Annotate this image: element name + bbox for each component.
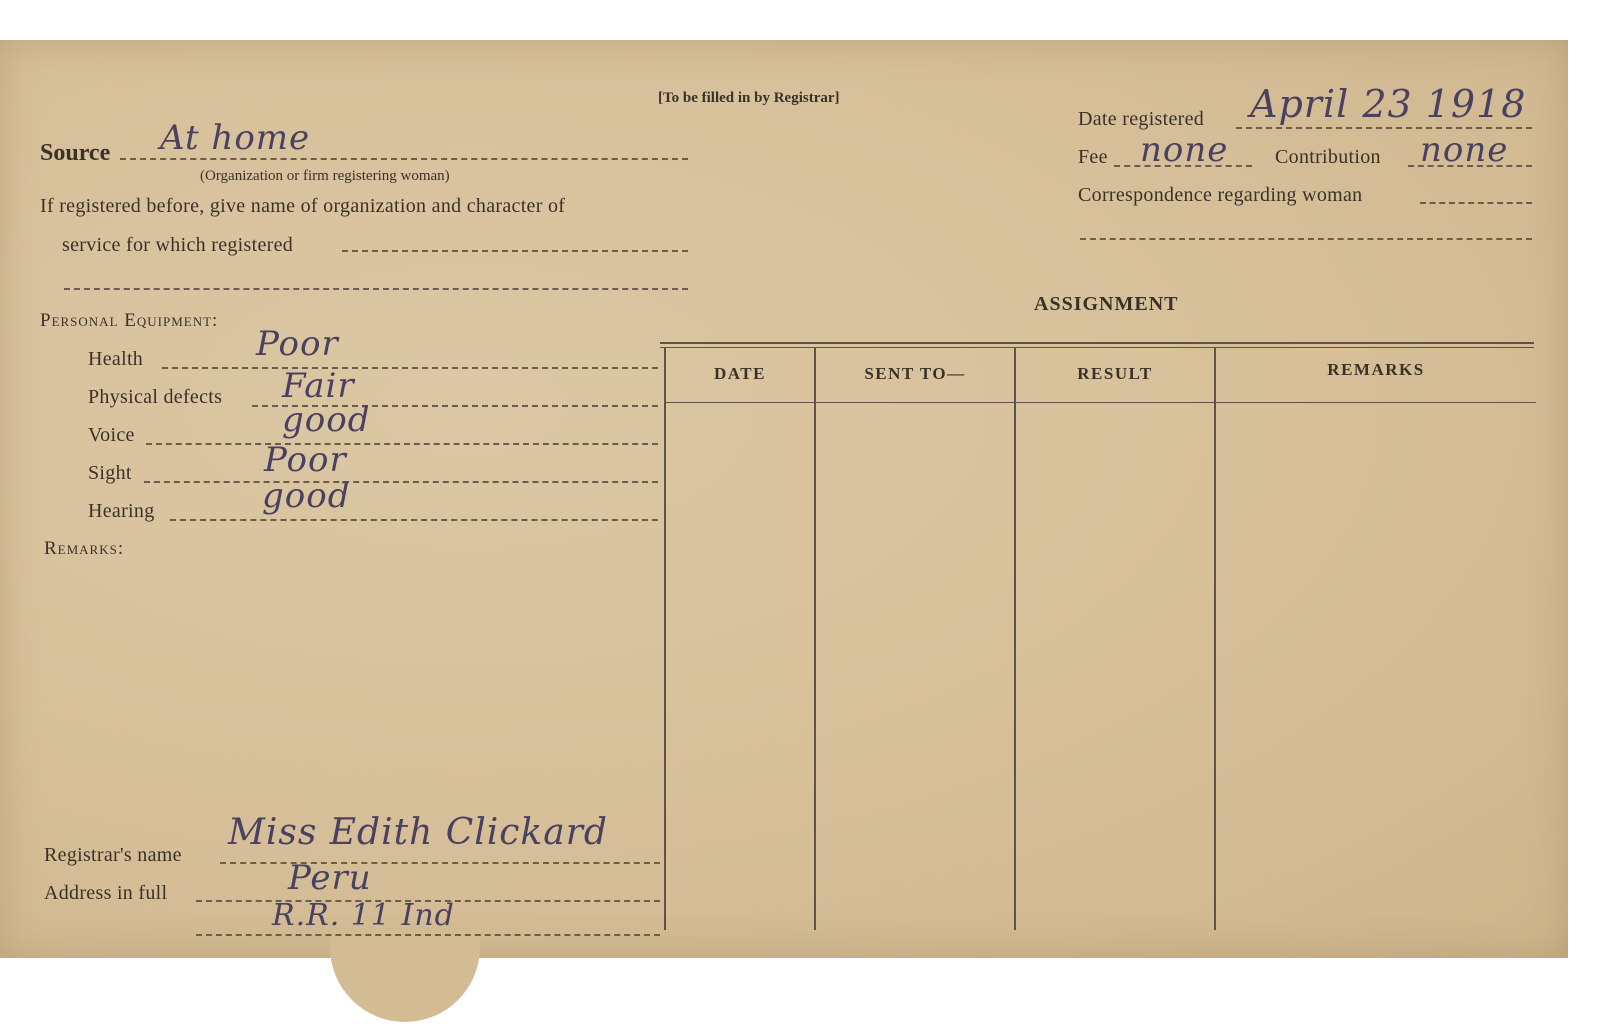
assignment-top-rule-2 (660, 347, 1534, 348)
correspondence-line-2 (1080, 238, 1532, 240)
assignment-col-divider-2 (1014, 348, 1016, 930)
sight-label: Sight (88, 462, 132, 484)
address-line-2 (196, 934, 660, 936)
date-registered-line (1236, 127, 1532, 129)
fee-value: none (1140, 130, 1229, 170)
source-label: Source (40, 140, 111, 166)
assignment-col-divider-0 (664, 348, 666, 930)
registered-before-line2: service for which registered (62, 234, 294, 256)
hearing-value: good (262, 476, 351, 516)
col-header-result: RESULT (1077, 364, 1153, 383)
source-value: At home (160, 118, 311, 158)
address-line2-value: R.R. 11 Ind (272, 898, 455, 933)
assignment-header-rule (664, 402, 1536, 403)
health-line (162, 367, 658, 369)
correspondence-line (1420, 202, 1532, 204)
assignment-title: ASSIGNMENT (1034, 293, 1179, 315)
registrar-name-line (220, 862, 660, 864)
assignment-col-divider-1 (814, 348, 816, 930)
hearing-line (170, 519, 658, 521)
assignment-col-divider-3 (1214, 348, 1216, 930)
correspondence-label: Correspondence regarding woman (1078, 184, 1363, 206)
physical-defects-label: Physical defects (88, 386, 223, 408)
date-registered-value: April 23 1918 (1250, 82, 1527, 126)
voice-line (146, 443, 658, 445)
voice-value: good (282, 400, 371, 440)
remarks-label: Remarks: (44, 538, 125, 559)
health-value: Poor (256, 324, 339, 364)
assignment-top-rule (660, 342, 1534, 344)
source-line (120, 158, 688, 160)
registered-before-line (342, 250, 688, 252)
date-registered-label: Date registered (1078, 108, 1205, 130)
registrar-note: [To be filled in by Registrar] (658, 90, 840, 106)
health-label: Health (88, 348, 144, 370)
voice-label: Voice (88, 424, 135, 446)
sight-value: Poor (264, 440, 347, 480)
card-index-tab (330, 930, 480, 1022)
address-line1-value: Peru (288, 858, 372, 898)
sight-line (144, 481, 658, 483)
registered-before-line1: If registered before, give name of organization and character of (40, 195, 566, 217)
registered-before-line-2 (64, 288, 688, 290)
source-caption: (Organization or firm registering woman) (200, 168, 450, 184)
registrar-name-value: Miss Edith Clickard (228, 812, 608, 853)
contribution-label: Contribution (1275, 146, 1381, 168)
col-header-sent-to: SENT TO— (864, 364, 966, 383)
fee-label: Fee (1078, 146, 1108, 168)
col-header-remarks: REMARKS (1327, 360, 1425, 379)
col-header-date: DATE (714, 364, 766, 383)
address-label: Address in full (44, 882, 168, 904)
personal-equipment-heading: Personal Equipment: (40, 310, 219, 331)
registrar-name-label: Registrar's name (44, 844, 182, 866)
hearing-label: Hearing (88, 500, 155, 522)
contribution-value: none (1420, 130, 1509, 170)
physical-defects-value: Fair (282, 366, 355, 406)
